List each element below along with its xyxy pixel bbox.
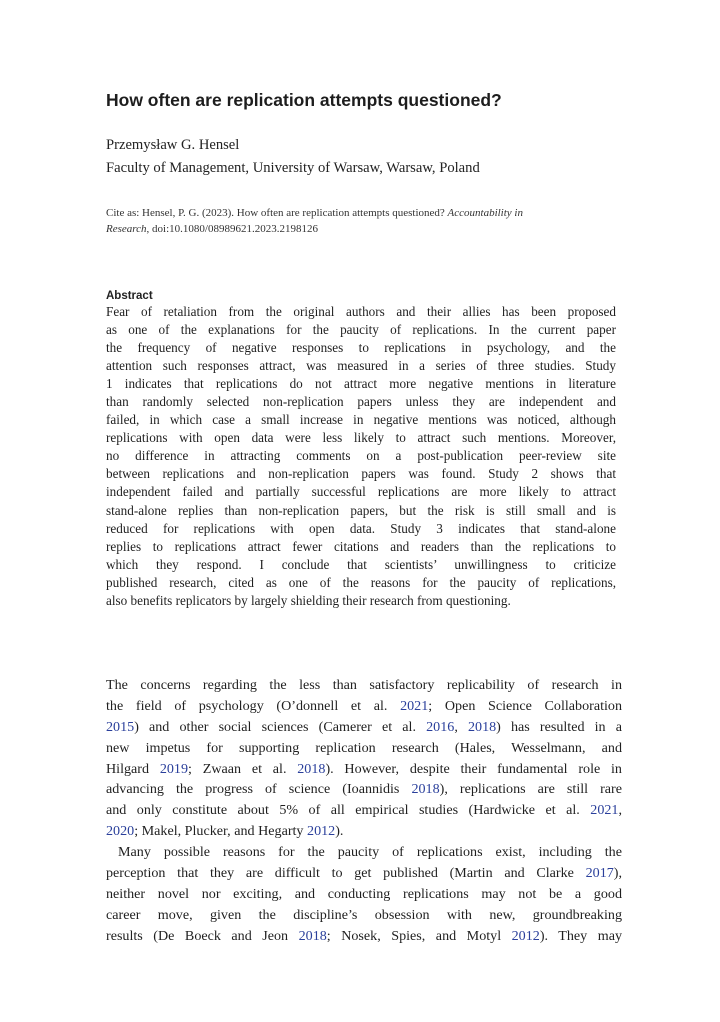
body-line <box>106 905 622 926</box>
body-line <box>106 884 622 905</box>
body-text-segment: ), <box>613 865 622 882</box>
abstract-line: as one of the explanations for the paucity of replications. In the current paper <box>106 322 616 338</box>
body-text-segment: new impetus for supporting replication research (Hales, Wesselmann, and <box>106 739 622 756</box>
abstract-line: replications with open data were less likely to attract such mentions. Moreover, <box>106 430 616 446</box>
body-line <box>106 800 622 821</box>
reference-link[interactable]: 2018 <box>467 718 497 735</box>
abstract-line: stand-alone replies than non-replication papers, but the risk is still small and is <box>106 502 616 518</box>
abstract-text <box>106 303 616 610</box>
abstract-line: 1 indicates that replications do not attract more negative mentions in literature <box>106 376 616 392</box>
body-line <box>106 738 622 759</box>
abstract-line: the frequency of negative responses to replications in psychology, and the <box>106 340 616 356</box>
abstract-line: Fear of retaliation from the original authors and their allies has been proposed <box>106 304 616 319</box>
body-text-segment: ). <box>335 823 344 840</box>
abstract-heading: Abstract <box>106 290 153 302</box>
body-line <box>106 821 622 842</box>
body-text-segment: ; Nosek, Spies, and Motyl <box>326 927 512 944</box>
abstract-line: between replications and non-replication papers was found. Study 2 shows that <box>106 466 616 482</box>
reference-link[interactable]: 2015 <box>106 718 135 735</box>
abstract-line: which they respond. I conclude that scientists’ unwillingness to criticize <box>106 556 616 572</box>
body-text-segment: The concerns regarding the less than satisfactory replicability of research in <box>106 677 622 693</box>
reference-link[interactable]: 2017 <box>585 865 614 882</box>
reference-link[interactable]: 2021 <box>400 697 429 714</box>
reference-link[interactable]: 2016 <box>426 718 455 735</box>
abstract-line: no difference in attracting comments on a post-publication peer-review site <box>106 448 616 464</box>
body-text-segment: Many possible reasons for the paucity of replications exist, including the <box>118 844 622 861</box>
body-text-segment: ; Zwaan et al. <box>188 760 298 777</box>
abstract-line: failed, in which case a small increase in negative mentions was noticed, although <box>106 412 616 428</box>
body-text-segment: neither novel nor exciting, and conducting replications may not be a good <box>106 885 622 902</box>
body-line <box>106 779 622 800</box>
abstract-line: also benefits replicators by largely shielding their research from questioning. <box>106 592 511 608</box>
body-text-segment: ; Open Science Collaboration <box>428 697 623 714</box>
abstract-line: independent failed and partially successful replications are more likely to attract <box>106 484 616 500</box>
body-text-segment: career move, given the discipline’s obsession with new, groundbreaking <box>106 906 622 923</box>
body-text-segment: ). They may <box>539 927 622 944</box>
reference-link[interactable]: 2012 <box>511 927 540 944</box>
body-text-segment: , <box>454 718 468 735</box>
citation-line-1 <box>106 205 621 221</box>
body-text-segment: ), replications are still rare <box>439 781 622 798</box>
citation-journal-cont: Research <box>106 223 147 235</box>
reference-link[interactable]: 2018 <box>411 781 440 798</box>
body-text-segment: Hilgard <box>106 760 160 777</box>
paper-title: How often are replication attempts questioned? <box>106 90 502 110</box>
reference-link[interactable]: 2018 <box>298 927 327 944</box>
citation-block <box>106 205 621 237</box>
body-line <box>106 863 622 884</box>
body-text-segment: results (De Boeck and Jeon <box>106 927 299 944</box>
body-text-segment: , <box>618 802 622 819</box>
body-text-segment: ). However, despite their fundamental role in <box>325 760 622 777</box>
reference-link[interactable]: 2019 <box>159 760 189 777</box>
body-text-segment: ) has resulted in a <box>496 718 622 735</box>
body-text-segment: and only constitute about 5% of all empirical studies (Hardwicke et al. <box>106 802 591 819</box>
abstract-line: reduced for replications with open data. Study 3 indicates that stand-alone <box>106 520 616 536</box>
body-line <box>106 675 622 696</box>
body-text-segment: the field of psychology (O’donnell et al. <box>106 697 401 714</box>
reference-link[interactable]: 2018 <box>297 760 326 777</box>
body-line <box>106 926 622 947</box>
body-text-segment: perception that they are difficult to get published (Martin and Clarke <box>106 865 586 882</box>
body-text <box>106 675 622 947</box>
body-line <box>106 842 622 863</box>
reference-link[interactable]: 2021 <box>590 802 619 819</box>
body-line <box>106 759 622 780</box>
abstract-line: published research, cited as one of the reasons for the paucity of replications, <box>106 574 616 590</box>
body-line <box>106 717 622 738</box>
citation-journal: Accountability in <box>447 207 523 219</box>
citation-line-2 <box>106 221 621 237</box>
author-affiliation: Faculty of Management, University of Warsaw, Warsaw, Poland <box>106 160 480 176</box>
citation-doi[interactable]: , doi:10.1080/08989621.2023.2198126 <box>146 223 318 235</box>
reference-link[interactable]: 2012 <box>307 823 336 840</box>
body-text-segment: ; Makel, Plucker, and Hegarty <box>134 823 308 840</box>
citation-text: Cite as: Hensel, P. G. (2023). How often are replication attempts questioned? <box>106 207 448 219</box>
abstract-line: than randomly selected non-replication papers unless they are independent and <box>106 394 616 410</box>
body-text-segment: advancing the progress of science (Ioannidis <box>106 781 412 798</box>
body-line <box>106 696 622 717</box>
abstract-line: attention such responses attract, was measured in a series of three studies. Study <box>106 358 616 374</box>
body-text-segment: ) and other social sciences (Camerer et al. <box>134 718 427 735</box>
abstract-line: replies to replications attract fewer citations and readers than the replications to <box>106 538 616 554</box>
author-name: Przemysław G. Hensel <box>106 137 240 153</box>
reference-link[interactable]: 2020 <box>106 823 135 840</box>
